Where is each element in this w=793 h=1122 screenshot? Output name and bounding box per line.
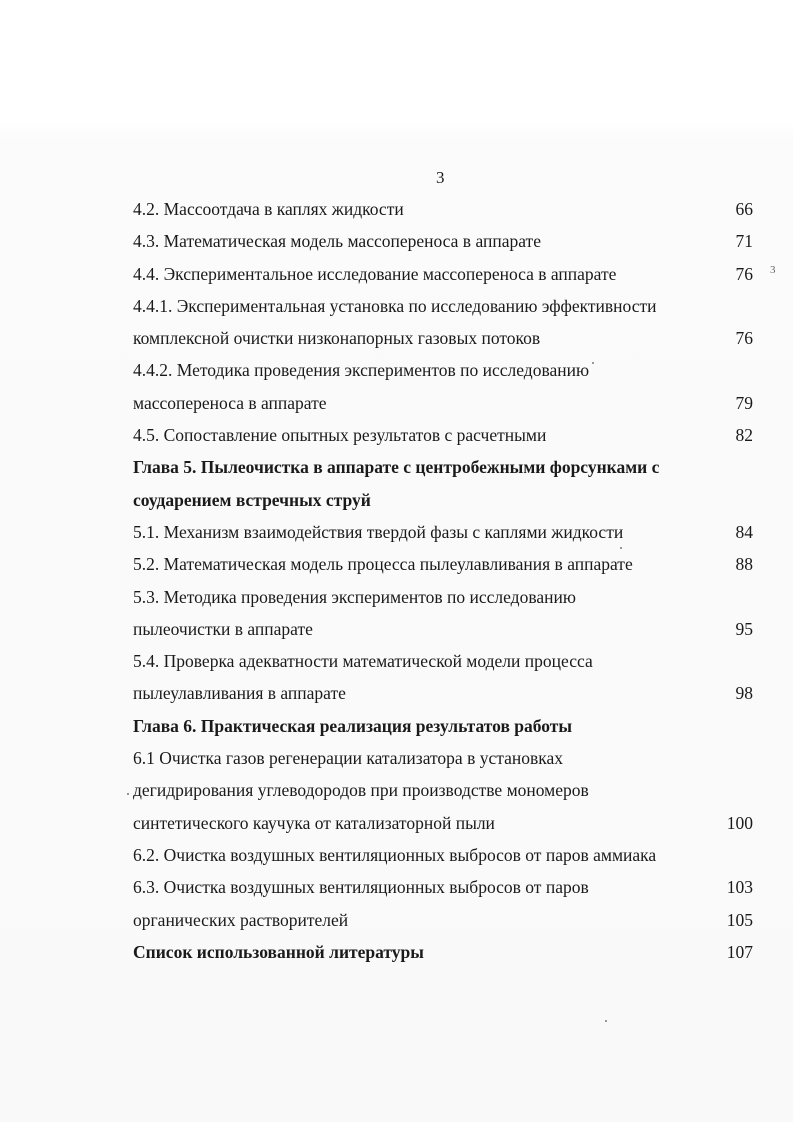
toc-chapter-5-line1 (133, 451, 753, 483)
toc-entry-6-1-line3 (133, 807, 753, 839)
toc-entry-page: 71 (735, 231, 753, 252)
page-number: 3 (436, 168, 445, 187)
toc-chapter-5-line2 (133, 484, 753, 516)
toc-entry-title: 4.4. Экспериментальное исследование массопереноса в аппарате (133, 263, 617, 284)
toc-entry-title: дегидрирования углеводородов при производстве мономеров (133, 780, 589, 801)
toc-references (133, 936, 753, 968)
toc-entry-title: пылеулавливания в аппарате (133, 683, 346, 704)
toc-entry-4-4-2-line1 (133, 354, 753, 386)
toc-entry-4-4 (133, 258, 753, 290)
toc-entry-page: 107 (726, 941, 753, 962)
table-of-contents (133, 193, 753, 968)
toc-entry-page: 103 (726, 877, 753, 898)
toc-entry-title: 4.5. Сопоставление опытных результатов с расчетными (133, 425, 547, 446)
toc-entry-page: 82 (735, 425, 753, 446)
toc-entry-5-1 (133, 516, 753, 548)
toc-entry-6-3-line2 (133, 904, 753, 936)
toc-entry-title: комплексной очистки низконапорных газовых потоков (133, 328, 541, 349)
toc-entry-6-1-line1 (133, 742, 753, 774)
toc-entry-page: 88 (735, 554, 753, 575)
toc-chapter-title: Глава 6. Практическая реализация результатов работы (133, 715, 573, 736)
toc-entry-page: 95 (735, 618, 753, 639)
toc-entry-page: 98 (735, 683, 753, 704)
scan-speck (605, 1020, 607, 1022)
toc-entry-title: 4.3. Математическая модель массопереноса в аппарате (133, 231, 541, 252)
toc-chapter-title: соударением встречных струй (133, 489, 371, 510)
toc-chapter-title: Глава 5. Пылеочистка в аппарате с центробежными форсунками с (133, 457, 660, 478)
toc-entry-title: 6.2. Очистка воздушных вентиляционных выбросов от паров аммиака (133, 844, 657, 865)
toc-entry-page: 105 (726, 909, 753, 930)
toc-entry-page: 100 (726, 812, 753, 833)
toc-entry-5-4-line1 (133, 645, 753, 677)
toc-entry-title: 5.2. Математическая модель процесса пылеулавливания в аппарате (133, 554, 633, 575)
toc-entry-title: 5.1. Механизм взаимодействия твердой фазы с каплями жидкости (133, 521, 624, 542)
toc-entry-title: массопереноса в аппарате (133, 392, 327, 413)
toc-entry-page: 79 (735, 392, 753, 413)
toc-entry-4-4-2-line2 (133, 387, 753, 419)
toc-chapter-6 (133, 710, 753, 742)
toc-entry-4-2 (133, 193, 753, 225)
scan-speck (127, 793, 129, 795)
toc-entry-4-4-1-line2 (133, 322, 753, 354)
toc-entry-title: 6.3. Очистка воздушных вентиляционных выбросов от паров (133, 877, 589, 898)
toc-entry-4-5 (133, 419, 753, 451)
margin-mark: 3 (770, 264, 776, 276)
toc-entry-title: синтетического каучука от катализаторной пыли (133, 812, 495, 833)
toc-entry-5-2 (133, 548, 753, 580)
toc-entry-page: 84 (735, 521, 753, 542)
toc-entry-title: 6.1 Очистка газов регенерации катализатора в установках (133, 748, 563, 769)
toc-entry-6-2 (133, 839, 753, 871)
toc-entry-5-3-line2 (133, 613, 753, 645)
toc-entry-4-4-1-line1 (133, 290, 753, 322)
toc-entry-page: 66 (735, 199, 753, 219)
toc-entry-page: 76 (735, 263, 753, 284)
toc-entry-title: 4.4.2. Методика проведения экспериментов по исследованию (133, 360, 590, 381)
toc-entry-4-3 (133, 225, 753, 257)
toc-entry-5-4-line2 (133, 677, 753, 709)
toc-entry-title: органических растворителей (133, 909, 349, 930)
toc-entry-title: 4.4.1. Экспериментальная установка по исследованию эффективности (133, 295, 657, 316)
toc-entry-6-1-line2 (133, 774, 753, 806)
toc-entry-6-3-line1 (133, 871, 753, 903)
toc-entry-page: 76 (735, 328, 753, 349)
toc-entry-title: пылеочистки в аппарате (133, 618, 313, 639)
toc-entry-5-3-line1 (133, 581, 753, 613)
toc-entry-title: 5.3. Методика проведения экспериментов по исследованию (133, 586, 576, 607)
toc-chapter-title: Список использованной литературы (133, 941, 424, 962)
toc-entry-title: 4.2. Массоотдача в каплях жидкости (133, 199, 404, 219)
toc-entry-title: 5.4. Проверка адекватности математической модели процесса (133, 651, 593, 672)
